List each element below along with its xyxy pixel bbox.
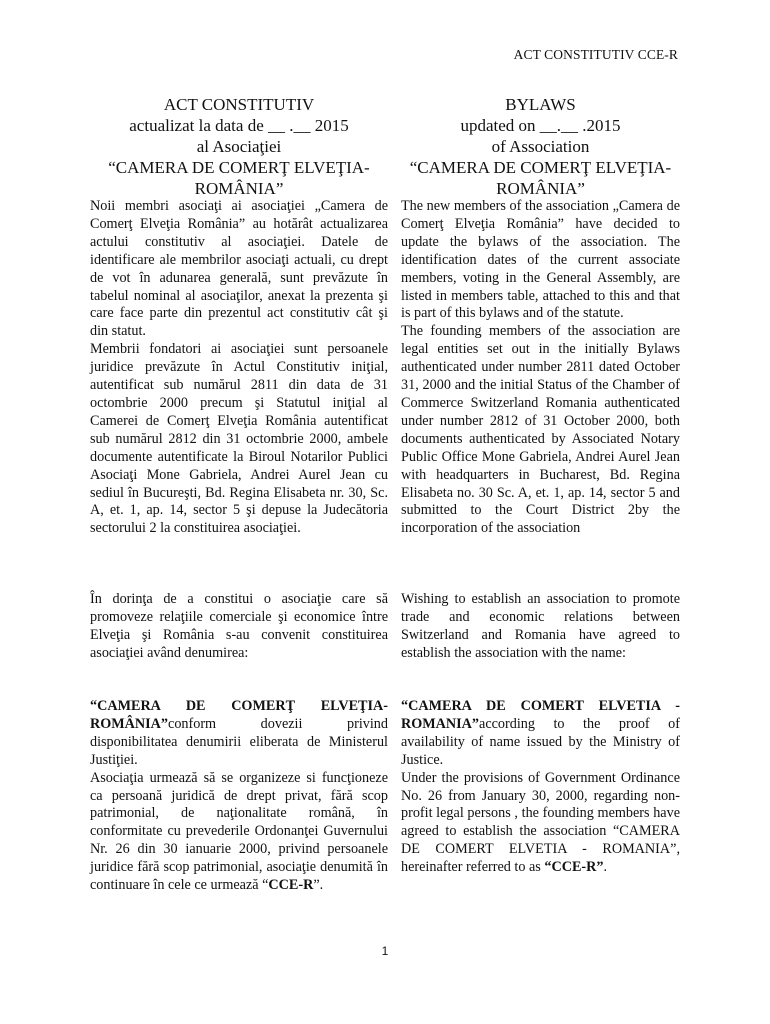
right-section-name <box>401 698 680 877</box>
right-paragraph-4 <box>401 698 680 770</box>
left-title-line-2: actualizat la data de __ .__ 2015 <box>129 116 349 135</box>
left-paragraph-4 <box>90 698 388 770</box>
running-header: ACT CONSTITUTIV CCE-R <box>513 47 678 62</box>
right-title-block <box>401 94 680 199</box>
left-abbreviation: CCE-R <box>268 877 314 894</box>
left-section-name <box>90 698 388 895</box>
right-title-line-3: of Association <box>491 137 590 156</box>
left-title-line-3: al Asociaţiei <box>196 137 282 156</box>
left-paragraph-1: Noii membri asociaţi ai asociaţiei „Camera de Comerţ Elveţia România” au hotărât actualizarea actului constitutiv al asociaţiei. Datele de identificare ale membrilor asociaţi actuali, cu drept de vot în adunarea generală, sunt prevăzute în tabelul nominal al asociaţilor, anexat la prezenta şi care face parte din prezentul act constitutiv cât şi din statut. <box>90 198 388 340</box>
right-association-name: “CAMERA DE COMERT ELVETIA - ROMANIA” <box>401 698 680 732</box>
page-number: 1 <box>381 944 389 958</box>
right-title-line-1: BYLAWS <box>505 95 576 114</box>
right-paragraph-5 <box>401 770 680 877</box>
left-paragraph-5-text: Asociaţia urmează să se organizeze si funcţioneze ca persoană juridică de drept privat, fără scop patrimonial, de naţionalitate română, în conformitate cu prevederile Ordonanţei Guvernului Nr. 26 din 30 ianuarie 2000, privind persoanele juridice fără scop patrimonial, asociaţie denumită în continuare în cele ce urmează “ <box>90 769 388 894</box>
right-paragraph-3: Wishing to establish an association to promote trade and economic relations between Switzerland and Romania have agreed to establish the association with the name: <box>401 591 680 661</box>
left-paragraph-2: Membrii fondatori ai asociaţiei sunt persoanele juridice prevăzute în Actul Constitutiv iniţial, autentificat sub numărul 2811 din data de 31 octombrie 2000 precum şi Statutul iniţial al Camerei de Comerţ Elveţia România autentificat sub numărul 2812 din 31 octombrie 2000, ambele documente autentificate la Biroul Notarilor Publici Asociaţi Mone Gabriela, Andrei Aurel Jean cu sediul în Bucureşti, Bd. Regina Elisabeta nr. 30, Sc. A, et. 1, ap. 14, sector 5 şi depuse la Judecătoria sectorului 2 la constituirea asociaţiei. <box>90 341 388 537</box>
right-section-purpose <box>401 591 680 663</box>
left-title-block <box>90 94 388 199</box>
right-title-line-4: “CAMERA DE COMERŢ ELVEŢIA-ROMÂNIA” <box>409 158 672 198</box>
right-section-intro <box>401 198 680 538</box>
right-title-line-2: updated on __.__ .2015 <box>460 116 621 135</box>
left-paragraph-5 <box>90 770 388 895</box>
right-abbreviation: “CCE-R” <box>544 859 604 876</box>
left-title-line-1: ACT CONSTITUTIV <box>163 95 315 114</box>
right-paragraph-2: The founding members of the association are legal entities set out in the initially Bylaws authenticated under number 2811 dated October 31, 2000 and the initial Status of the Chamber of Commerce Switzerland Romania authenticated under number 2812 of 31 October 2000, both documents authenticated by Associated Notary Public Office Mone Gabriela, Andrei Aurel Jean with headquarters in Bucharest, Bd. Regina Elisabeta no. 30 Sc. A, et. 1, ap. 14, sector 5 and submitted to the Court District 2by the incorporation of the association <box>401 323 680 537</box>
left-section-intro <box>90 198 388 538</box>
left-association-name: “CAMERA DE COMERŢ ELVEŢIA-ROMÂNIA” <box>90 698 388 732</box>
left-paragraph-5-end: ”. <box>313 877 324 894</box>
left-paragraph-4-text: conform dovezii privind disponibilitatea denumirii eliberata de Ministerul Justiţiei. <box>90 715 388 768</box>
left-paragraph-3: În dorinţa de a constitui o asociaţie care să promoveze relaţiile comerciale şi economice între Elveţia şi România s-au convenit constituirea asociaţiei având denumirea: <box>90 591 388 661</box>
left-section-purpose <box>90 591 388 663</box>
right-paragraph-1: The new members of the association „Camera de Comerţ Elveţia România” have decided to update the bylaws of the association. The identification dates of the current associate members, voting in the General Assembly, are listed in members table, attached to this and that is part of this bylaws and of the statute. <box>401 198 680 322</box>
right-paragraph-5-text: Under the provisions of Government Ordinance No. 26 from January 30, 2000, regarding non-profit legal persons , the founding members have agreed to establish the association “CAMERA DE COMERT ELVETIA - ROMANIA”, hereinafter referred to as <box>401 769 680 876</box>
right-paragraph-4-text: according to the proof of availability of name issued by the Ministry of Justice. <box>401 715 680 768</box>
left-title-line-4: “CAMERA DE COMERŢ ELVEŢIA-ROMÂNIA” <box>108 158 370 198</box>
right-paragraph-5-end: . <box>603 859 608 876</box>
